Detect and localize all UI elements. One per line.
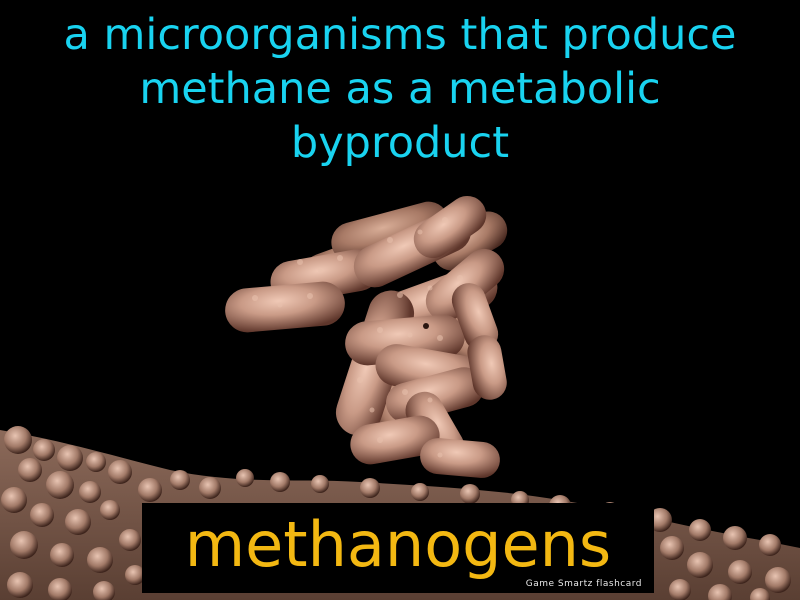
term-label-box bbox=[142, 503, 654, 593]
credit-text: Game Smartz flashcard bbox=[525, 579, 642, 589]
term-text: methanogens bbox=[184, 508, 612, 581]
definition-text: a microorganisms that produce methane as a metabolic byproduct bbox=[63, 10, 737, 168]
bacteria-cluster bbox=[223, 188, 514, 479]
